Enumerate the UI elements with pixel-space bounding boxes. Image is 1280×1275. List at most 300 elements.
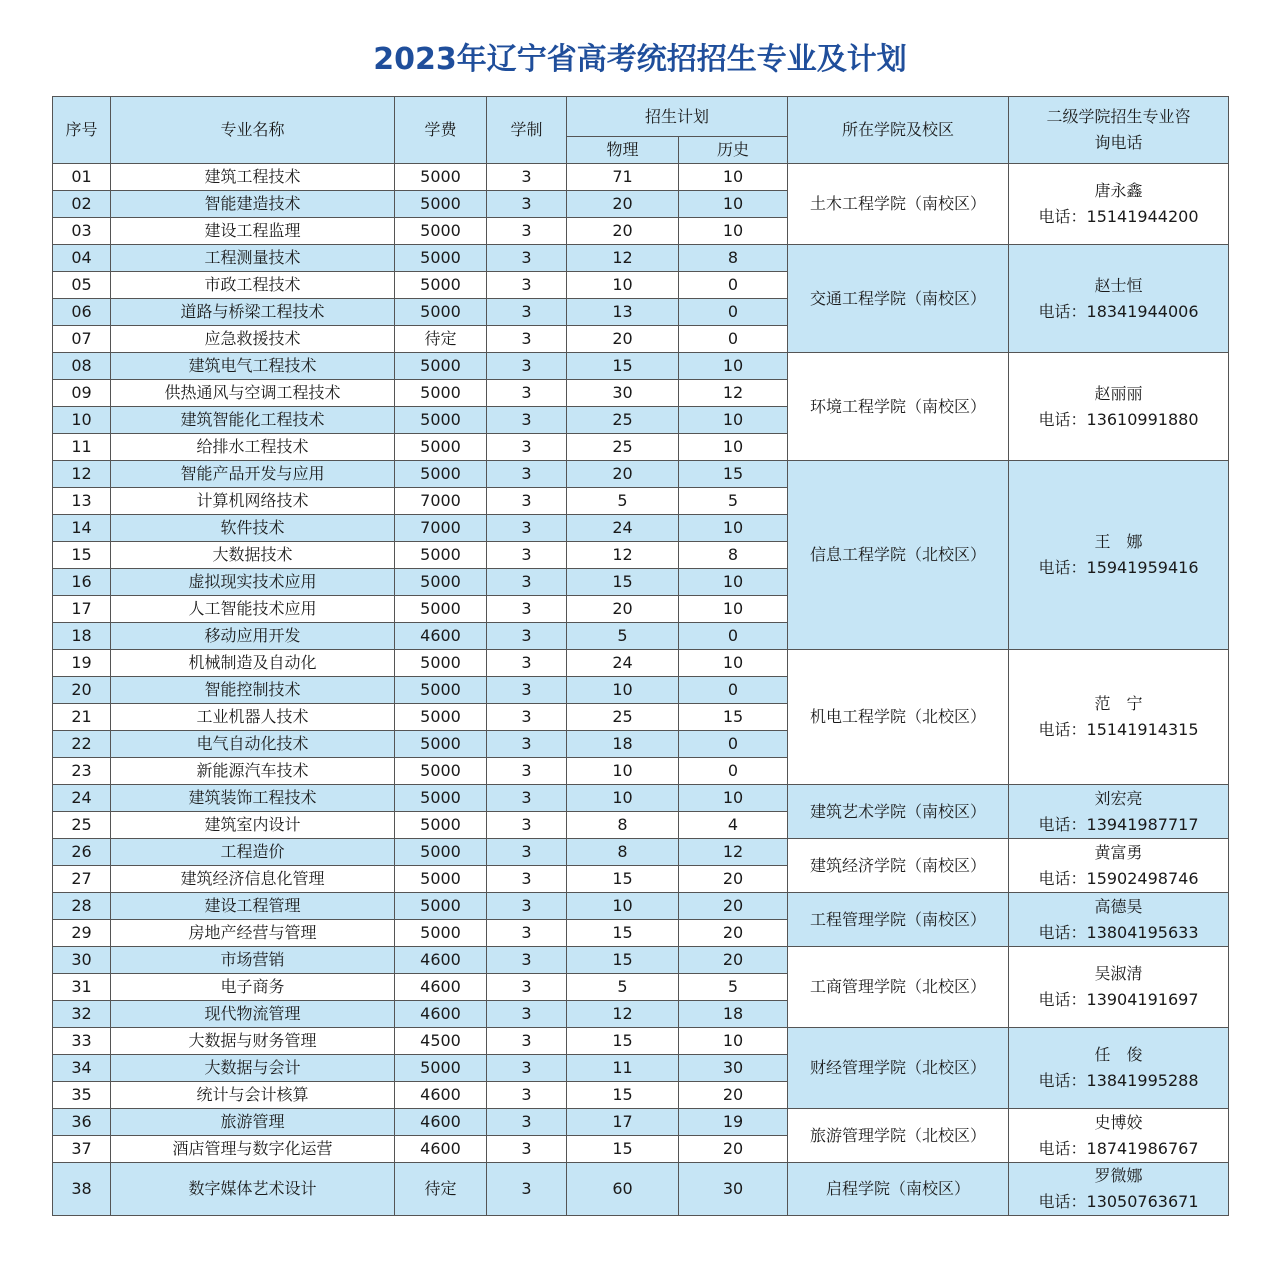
cell-years: 3 [487, 974, 567, 1001]
cell-major: 大数据与会计 [111, 1055, 395, 1082]
cell-major: 工程测量技术 [111, 245, 395, 272]
cell-major: 机械制造及自动化 [111, 650, 395, 677]
cell-history: 30 [679, 1055, 788, 1082]
cell-history: 10 [679, 407, 788, 434]
cell-major: 智能产品开发与应用 [111, 461, 395, 488]
cell-seq: 32 [53, 1001, 111, 1028]
college-name: 启程学院（南校区） [788, 1163, 1009, 1216]
cell-seq: 16 [53, 569, 111, 596]
cell-seq: 19 [53, 650, 111, 677]
table-row [53, 947, 1229, 974]
college-contact [1009, 353, 1229, 461]
cell-seq: 26 [53, 839, 111, 866]
cell-major: 智能控制技术 [111, 677, 395, 704]
cell-history: 10 [679, 353, 788, 380]
cell-history: 8 [679, 542, 788, 569]
cell-years: 3 [487, 407, 567, 434]
cell-major: 旅游管理 [111, 1109, 395, 1136]
cell-fee: 5000 [395, 380, 487, 407]
contact-phone: 电话：18741986767 [1038, 1138, 1199, 1158]
header-college: 所在学院及校区 [788, 97, 1009, 164]
cell-fee: 5000 [395, 299, 487, 326]
cell-physics: 15 [567, 569, 679, 596]
cell-physics: 11 [567, 1055, 679, 1082]
cell-major: 建筑工程技术 [111, 164, 395, 191]
cell-major: 供热通风与空调工程技术 [111, 380, 395, 407]
college-name: 机电工程学院（北校区） [788, 650, 1009, 785]
cell-fee: 4600 [395, 623, 487, 650]
cell-fee: 5000 [395, 812, 487, 839]
cell-fee: 7000 [395, 488, 487, 515]
header-history: 历史 [679, 137, 788, 164]
cell-history: 18 [679, 1001, 788, 1028]
cell-physics: 15 [567, 947, 679, 974]
cell-major: 智能建造技术 [111, 191, 395, 218]
cell-major: 新能源汽车技术 [111, 758, 395, 785]
college-name: 信息工程学院（北校区） [788, 461, 1009, 650]
cell-history: 15 [679, 461, 788, 488]
cell-seq: 01 [53, 164, 111, 191]
cell-physics: 60 [567, 1163, 679, 1216]
cell-history: 20 [679, 1082, 788, 1109]
cell-history: 10 [679, 191, 788, 218]
cell-years: 3 [487, 785, 567, 812]
cell-major: 建筑经济信息化管理 [111, 866, 395, 893]
cell-physics: 20 [567, 218, 679, 245]
header-row [53, 97, 1229, 137]
cell-major: 市政工程技术 [111, 272, 395, 299]
cell-seq: 18 [53, 623, 111, 650]
college-contact [1009, 785, 1229, 839]
cell-years: 3 [487, 353, 567, 380]
cell-fee: 7000 [395, 515, 487, 542]
cell-physics: 8 [567, 839, 679, 866]
cell-major: 统计与会计核算 [111, 1082, 395, 1109]
cell-history: 30 [679, 1163, 788, 1216]
enrollment-plan-table [52, 96, 1229, 1216]
cell-major: 建筑装饰工程技术 [111, 785, 395, 812]
cell-seq: 24 [53, 785, 111, 812]
cell-history: 5 [679, 974, 788, 1001]
cell-physics: 20 [567, 461, 679, 488]
cell-major: 软件技术 [111, 515, 395, 542]
cell-years: 3 [487, 272, 567, 299]
cell-fee: 5000 [395, 272, 487, 299]
cell-years: 3 [487, 380, 567, 407]
cell-fee: 5000 [395, 353, 487, 380]
cell-history: 10 [679, 218, 788, 245]
contact-phone: 电话：15141914315 [1038, 720, 1199, 739]
cell-years: 3 [487, 812, 567, 839]
contact-name: 刘宏亮 [1094, 788, 1143, 808]
college-contact [1009, 1163, 1229, 1216]
cell-physics: 10 [567, 272, 679, 299]
cell-seq: 06 [53, 299, 111, 326]
cell-major: 道路与桥梁工程技术 [111, 299, 395, 326]
cell-physics: 5 [567, 488, 679, 515]
cell-physics: 13 [567, 299, 679, 326]
cell-major: 虚拟现实技术应用 [111, 569, 395, 596]
cell-seq: 28 [53, 893, 111, 920]
cell-fee: 5000 [395, 245, 487, 272]
contact-name: 史博姣 [1094, 1112, 1143, 1132]
cell-years: 3 [487, 326, 567, 353]
cell-major: 建筑智能化工程技术 [111, 407, 395, 434]
contact-phone: 电话：15902498746 [1038, 868, 1199, 888]
contact-name: 范 宁 [1094, 694, 1143, 713]
college-contact [1009, 839, 1229, 893]
cell-years: 3 [487, 650, 567, 677]
contact-name: 高德昊 [1094, 896, 1143, 916]
cell-seq: 38 [53, 1163, 111, 1216]
cell-years: 3 [487, 1028, 567, 1055]
cell-fee: 5000 [395, 893, 487, 920]
college-name: 环境工程学院（南校区） [788, 353, 1009, 461]
cell-fee: 5000 [395, 407, 487, 434]
cell-years: 3 [487, 434, 567, 461]
cell-seq: 17 [53, 596, 111, 623]
cell-physics: 10 [567, 785, 679, 812]
cell-major: 给排水工程技术 [111, 434, 395, 461]
college-contact [1009, 1109, 1229, 1163]
cell-years: 3 [487, 1082, 567, 1109]
cell-fee: 5000 [395, 218, 487, 245]
cell-seq: 09 [53, 380, 111, 407]
header-contact: 二级学院招生专业咨询电话 [1009, 97, 1229, 164]
cell-major: 工程造价 [111, 839, 395, 866]
cell-major: 大数据与财务管理 [111, 1028, 395, 1055]
header-years: 学制 [487, 97, 567, 164]
cell-history: 20 [679, 1136, 788, 1163]
cell-years: 3 [487, 920, 567, 947]
contact-phone: 电话：15941959416 [1038, 558, 1199, 577]
cell-physics: 20 [567, 191, 679, 218]
contact-phone: 电话：18341944006 [1038, 301, 1199, 321]
cell-major: 电气自动化技术 [111, 731, 395, 758]
contact-name: 唐永鑫 [1094, 181, 1143, 200]
cell-seq: 23 [53, 758, 111, 785]
cell-fee: 5000 [395, 569, 487, 596]
college-contact [1009, 1028, 1229, 1109]
cell-seq: 13 [53, 488, 111, 515]
cell-years: 3 [487, 1109, 567, 1136]
table-row [53, 245, 1229, 272]
cell-years: 3 [487, 1001, 567, 1028]
cell-major: 建设工程监理 [111, 218, 395, 245]
cell-fee: 5000 [395, 839, 487, 866]
cell-seq: 15 [53, 542, 111, 569]
cell-history: 19 [679, 1109, 788, 1136]
cell-physics: 15 [567, 1028, 679, 1055]
cell-seq: 30 [53, 947, 111, 974]
cell-major: 人工智能技术应用 [111, 596, 395, 623]
cell-years: 3 [487, 596, 567, 623]
cell-fee: 4500 [395, 1028, 487, 1055]
cell-major: 移动应用开发 [111, 623, 395, 650]
cell-physics: 12 [567, 245, 679, 272]
table-row [53, 1109, 1229, 1136]
cell-history: 10 [679, 596, 788, 623]
cell-physics: 10 [567, 677, 679, 704]
college-contact [1009, 245, 1229, 353]
contact-name: 王 娜 [1094, 532, 1143, 551]
cell-years: 3 [487, 299, 567, 326]
contact-name: 赵丽丽 [1094, 383, 1143, 403]
cell-physics: 12 [567, 542, 679, 569]
page-title: 2023年辽宁省高考统招招生专业及计划 [373, 42, 907, 77]
contact-phone: 电话：13941987717 [1038, 814, 1199, 834]
college-contact [1009, 650, 1229, 785]
cell-years: 3 [487, 245, 567, 272]
cell-seq: 22 [53, 731, 111, 758]
contact-name: 黄富勇 [1094, 842, 1143, 862]
cell-history: 4 [679, 812, 788, 839]
table-row [53, 1163, 1229, 1216]
cell-seq: 20 [53, 677, 111, 704]
cell-history: 0 [679, 326, 788, 353]
cell-seq: 29 [53, 920, 111, 947]
cell-major: 建设工程管理 [111, 893, 395, 920]
cell-fee: 4600 [395, 1082, 487, 1109]
contact-phone: 电话：13904191697 [1038, 990, 1199, 1009]
cell-fee: 4600 [395, 947, 487, 974]
cell-years: 3 [487, 947, 567, 974]
table-body [53, 164, 1229, 1216]
cell-fee: 5000 [395, 866, 487, 893]
cell-major: 大数据技术 [111, 542, 395, 569]
header-major: 专业名称 [111, 97, 395, 164]
college-name: 建筑经济学院（南校区） [788, 839, 1009, 893]
cell-major: 房地产经营与管理 [111, 920, 395, 947]
cell-major: 建筑室内设计 [111, 812, 395, 839]
cell-physics: 10 [567, 893, 679, 920]
cell-seq: 27 [53, 866, 111, 893]
table-row [53, 1028, 1229, 1055]
cell-fee: 5000 [395, 650, 487, 677]
cell-major: 数字媒体艺术设计 [111, 1163, 395, 1216]
cell-physics: 15 [567, 866, 679, 893]
cell-seq: 36 [53, 1109, 111, 1136]
cell-history: 15 [679, 704, 788, 731]
cell-fee: 5000 [395, 164, 487, 191]
cell-seq: 21 [53, 704, 111, 731]
table-row [53, 650, 1229, 677]
table-row [53, 461, 1229, 488]
cell-years: 3 [487, 704, 567, 731]
cell-physics: 10 [567, 758, 679, 785]
contact-phone: 电话：13050763671 [1038, 1192, 1199, 1211]
cell-seq: 37 [53, 1136, 111, 1163]
cell-physics: 12 [567, 1001, 679, 1028]
cell-history: 0 [679, 299, 788, 326]
college-name: 土木工程学院（南校区） [788, 164, 1009, 245]
cell-physics: 20 [567, 596, 679, 623]
cell-seq: 35 [53, 1082, 111, 1109]
cell-physics: 15 [567, 1082, 679, 1109]
cell-years: 3 [487, 191, 567, 218]
cell-major: 现代物流管理 [111, 1001, 395, 1028]
cell-major: 电子商务 [111, 974, 395, 1001]
cell-physics: 18 [567, 731, 679, 758]
cell-fee: 5000 [395, 542, 487, 569]
cell-seq: 33 [53, 1028, 111, 1055]
cell-seq: 10 [53, 407, 111, 434]
cell-fee: 5000 [395, 731, 487, 758]
cell-physics: 25 [567, 704, 679, 731]
cell-physics: 17 [567, 1109, 679, 1136]
college-contact [1009, 461, 1229, 650]
college-contact [1009, 947, 1229, 1028]
cell-years: 3 [487, 1055, 567, 1082]
cell-history: 5 [679, 488, 788, 515]
cell-years: 3 [487, 569, 567, 596]
cell-fee: 5000 [395, 758, 487, 785]
cell-fee: 待定 [395, 1163, 487, 1216]
cell-physics: 5 [567, 974, 679, 1001]
cell-fee: 4600 [395, 1001, 487, 1028]
cell-major: 应急救援技术 [111, 326, 395, 353]
cell-physics: 30 [567, 380, 679, 407]
cell-fee: 5000 [395, 785, 487, 812]
cell-years: 3 [487, 677, 567, 704]
cell-seq: 02 [53, 191, 111, 218]
cell-physics: 24 [567, 515, 679, 542]
cell-physics: 71 [567, 164, 679, 191]
table-row [53, 785, 1229, 812]
cell-history: 20 [679, 893, 788, 920]
header-fee: 学费 [395, 97, 487, 164]
cell-fee: 4600 [395, 974, 487, 1001]
header-plan: 招生计划 [567, 97, 788, 137]
cell-history: 12 [679, 839, 788, 866]
table-row [53, 839, 1229, 866]
cell-fee: 4600 [395, 1136, 487, 1163]
cell-years: 3 [487, 1163, 567, 1216]
contact-name: 任 俊 [1094, 1045, 1143, 1064]
cell-major: 市场营销 [111, 947, 395, 974]
cell-years: 3 [487, 758, 567, 785]
cell-physics: 15 [567, 353, 679, 380]
cell-history: 0 [679, 731, 788, 758]
contact-name: 赵士恒 [1094, 275, 1143, 295]
cell-physics: 24 [567, 650, 679, 677]
cell-fee: 5000 [395, 704, 487, 731]
college-name: 交通工程学院（南校区） [788, 245, 1009, 353]
cell-seq: 08 [53, 353, 111, 380]
cell-fee: 5000 [395, 434, 487, 461]
cell-physics: 25 [567, 407, 679, 434]
cell-major: 工业机器人技术 [111, 704, 395, 731]
cell-years: 3 [487, 461, 567, 488]
cell-years: 3 [487, 218, 567, 245]
cell-seq: 03 [53, 218, 111, 245]
cell-major: 酒店管理与数字化运营 [111, 1136, 395, 1163]
cell-fee: 5000 [395, 920, 487, 947]
college-name: 旅游管理学院（北校区） [788, 1109, 1009, 1163]
cell-history: 10 [679, 569, 788, 596]
cell-years: 3 [487, 893, 567, 920]
cell-years: 3 [487, 542, 567, 569]
cell-history: 10 [679, 164, 788, 191]
cell-years: 3 [487, 1136, 567, 1163]
cell-seq: 25 [53, 812, 111, 839]
cell-fee: 5000 [395, 191, 487, 218]
cell-fee: 5000 [395, 677, 487, 704]
cell-physics: 5 [567, 623, 679, 650]
contact-phone: 电话：13841995288 [1038, 1071, 1199, 1090]
cell-seq: 05 [53, 272, 111, 299]
cell-history: 10 [679, 515, 788, 542]
cell-major: 计算机网络技术 [111, 488, 395, 515]
cell-seq: 31 [53, 974, 111, 1001]
cell-history: 10 [679, 434, 788, 461]
contact-phone: 电话：13804195633 [1038, 922, 1199, 942]
cell-physics: 20 [567, 326, 679, 353]
contact-phone: 电话：13610991880 [1038, 409, 1199, 429]
cell-fee: 4600 [395, 1109, 487, 1136]
cell-history: 0 [679, 758, 788, 785]
cell-history: 10 [679, 650, 788, 677]
cell-fee: 5000 [395, 596, 487, 623]
cell-physics: 15 [567, 1136, 679, 1163]
cell-history: 10 [679, 785, 788, 812]
table-row [53, 893, 1229, 920]
cell-fee: 待定 [395, 326, 487, 353]
cell-years: 3 [487, 866, 567, 893]
cell-seq: 07 [53, 326, 111, 353]
cell-history: 0 [679, 623, 788, 650]
cell-physics: 8 [567, 812, 679, 839]
college-name: 工商管理学院（北校区） [788, 947, 1009, 1028]
cell-history: 0 [679, 272, 788, 299]
contact-name: 罗微娜 [1094, 1166, 1143, 1185]
cell-history: 20 [679, 920, 788, 947]
cell-seq: 11 [53, 434, 111, 461]
cell-years: 3 [487, 731, 567, 758]
cell-history: 10 [679, 1028, 788, 1055]
cell-years: 3 [487, 515, 567, 542]
cell-history: 8 [679, 245, 788, 272]
table-row [53, 353, 1229, 380]
header-physics: 物理 [567, 137, 679, 164]
cell-history: 20 [679, 866, 788, 893]
cell-years: 3 [487, 164, 567, 191]
cell-seq: 04 [53, 245, 111, 272]
cell-seq: 14 [53, 515, 111, 542]
header-seq: 序号 [53, 97, 111, 164]
cell-major: 建筑电气工程技术 [111, 353, 395, 380]
contact-phone: 电话：15141944200 [1038, 207, 1199, 226]
cell-history: 12 [679, 380, 788, 407]
college-contact [1009, 893, 1229, 947]
cell-years: 3 [487, 623, 567, 650]
cell-years: 3 [487, 488, 567, 515]
college-name: 建筑艺术学院（南校区） [788, 785, 1009, 839]
cell-years: 3 [487, 839, 567, 866]
contact-name: 吴淑清 [1094, 964, 1143, 983]
cell-physics: 15 [567, 920, 679, 947]
college-contact [1009, 164, 1229, 245]
college-name: 财经管理学院（北校区） [788, 1028, 1009, 1109]
cell-history: 0 [679, 677, 788, 704]
cell-history: 20 [679, 947, 788, 974]
college-name: 工程管理学院（南校区） [788, 893, 1009, 947]
cell-seq: 34 [53, 1055, 111, 1082]
cell-seq: 12 [53, 461, 111, 488]
table-row [53, 164, 1229, 191]
cell-fee: 5000 [395, 461, 487, 488]
cell-physics: 25 [567, 434, 679, 461]
